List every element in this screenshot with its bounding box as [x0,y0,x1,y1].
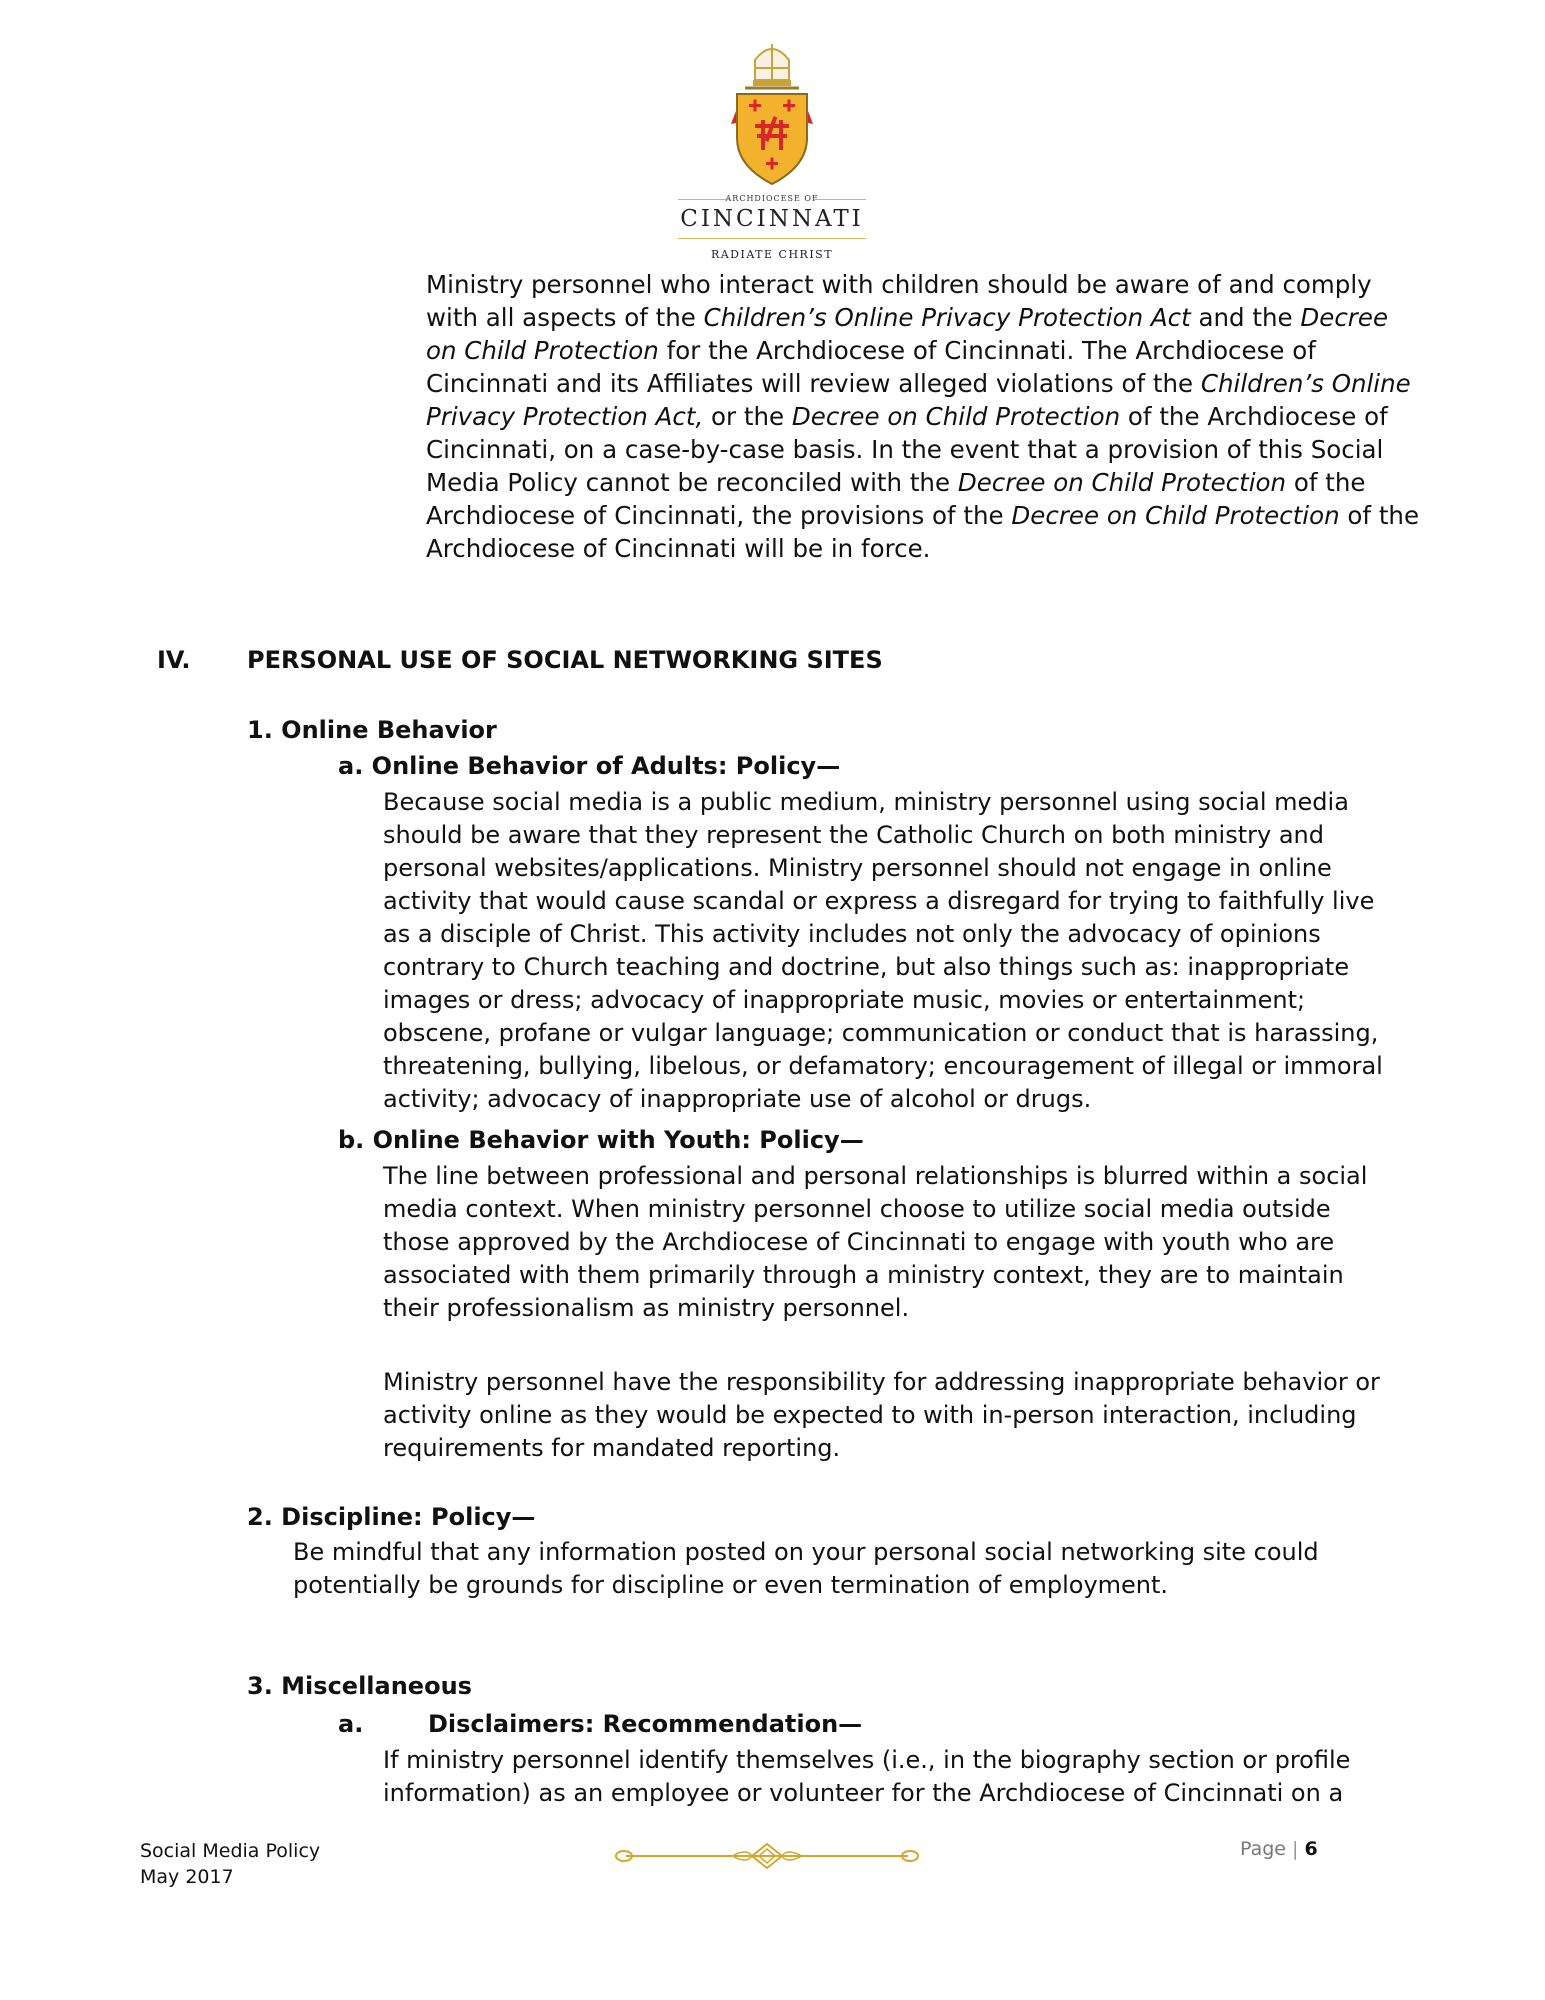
miscellaneous-heading: 3. Miscellaneous [247,1672,472,1700]
adults-policy-text: Because social media is a public medium, ministry personnel using social media should be aware that they represent the Catholic Church on both ministry and personal websites/applications. Ministry personnel should not engage in online activity that would cause scandal or express a disregard for trying to faithfully live as a disciple of Christ. This activity includes not only the advocacy of opinions contrary to Church teaching and doctrine, but also things such as: inappropriate images or dress; advocacy of inappropriate music, movies or entertainment; obscene, profane or vulgar language; communication or conduct that is harassing, threatening, bullying, libelous, or defamatory; encouragement of illegal or immoral activity; advocacy of inappropriate use of alcohol or drugs. [383,788,1383,1113]
section-number: IV. [157,646,191,674]
page-indicator [1240,1838,1318,1860]
youth-policy-heading: b. Online Behavior with Youth: Policy— [338,1126,864,1154]
intro-italic-title: Children’s Online Privacy Protection Act [703,303,1191,332]
youth-policy-text-2: Ministry personnel have the responsibility for addressing inappropriate behavior or activity online as they would be expected to with in-person interaction, including requirements for mandated reporting. [383,1368,1380,1462]
intro-italic-title: Decree on Child Protection [791,402,1121,431]
footer-doc-title: Social Media Policy [140,1840,321,1862]
online-behavior-heading: 1. Online Behavior [247,716,497,744]
footer-left [140,1838,320,1890]
intro-text: for the Archdiocese of Cincinnati. The Archdiocese of Cincinnati and its Affiliates will review alleged violations of the [426,336,1316,398]
intro-italic-title: Decree on Child Protection [426,303,1389,365]
logo-tagline: RADIATE CHRIST [710,248,834,261]
section-title: PERSONAL USE OF SOCIAL NETWORKING SITES [247,646,883,674]
intro-text: and the [1190,303,1301,332]
intro-italic-title: Decree on Child Protection [957,468,1287,497]
page-number: 6 [1304,1838,1318,1860]
disclaimers-heading: Disclaimers: Recommendation— [428,1710,863,1738]
intro-italic-title: Decree on Child Protection [1011,501,1340,530]
intro-italic-title: Children’s Online Privacy Protection Act, [426,369,1411,431]
youth-policy-text: The line between professional and personal relationships is blurred within a social media context. When ministry personnel choose to utilize social media outside those approved by the Archdiocese of Cincinnati to engage with youth who are associated with them primarily through a ministry context, they are to maintain their professionalism as ministry personnel. [383,1162,1368,1322]
intro-text: of the Archdiocese of Cincinnati, the provisions of the [426,468,1366,530]
disclaimers-text: If ministry personnel identify themselves (i.e., in the biography section or profile information) as an employee or volunteer for the Archdiocese of Cincinnati on a [383,1746,1351,1807]
logo-subtitle: ARCHDIOCESE OF [725,194,819,203]
footer-ornament-icon [612,1840,922,1872]
page-label: Page [1240,1838,1286,1860]
intro-text: or the [703,402,792,431]
intro-paragraph [426,268,1426,565]
logo-name: CINCINNATI [680,206,864,232]
intro-text: Ministry personnel who interact with children should be aware of and comply with all aspects of the [426,270,1372,332]
coat-of-arms-icon [717,38,827,188]
footer-date: May 2017 [140,1866,234,1888]
archdiocese-logo [668,38,876,264]
intro-text: of the Archdiocese of Cincinnati, on a case-by-case basis. In the event that a provision of this Social Media Policy cannot be reconciled with the [426,402,1388,497]
adults-policy-heading: a. Online Behavior of Adults: Policy— [338,752,841,780]
discipline-heading: 2. Discipline: Policy— [247,1503,536,1531]
intro-text: of the Archdiocese of Cincinnati will be in force. [426,501,1420,563]
disclaimers-letter: a. [338,1710,364,1738]
logo-divider [678,238,866,239]
discipline-text: Be mindful that any information posted on your personal social networking site could potentially be grounds for discipline or even termination of employment. [293,1538,1319,1599]
page-separator: | [1292,1838,1299,1860]
